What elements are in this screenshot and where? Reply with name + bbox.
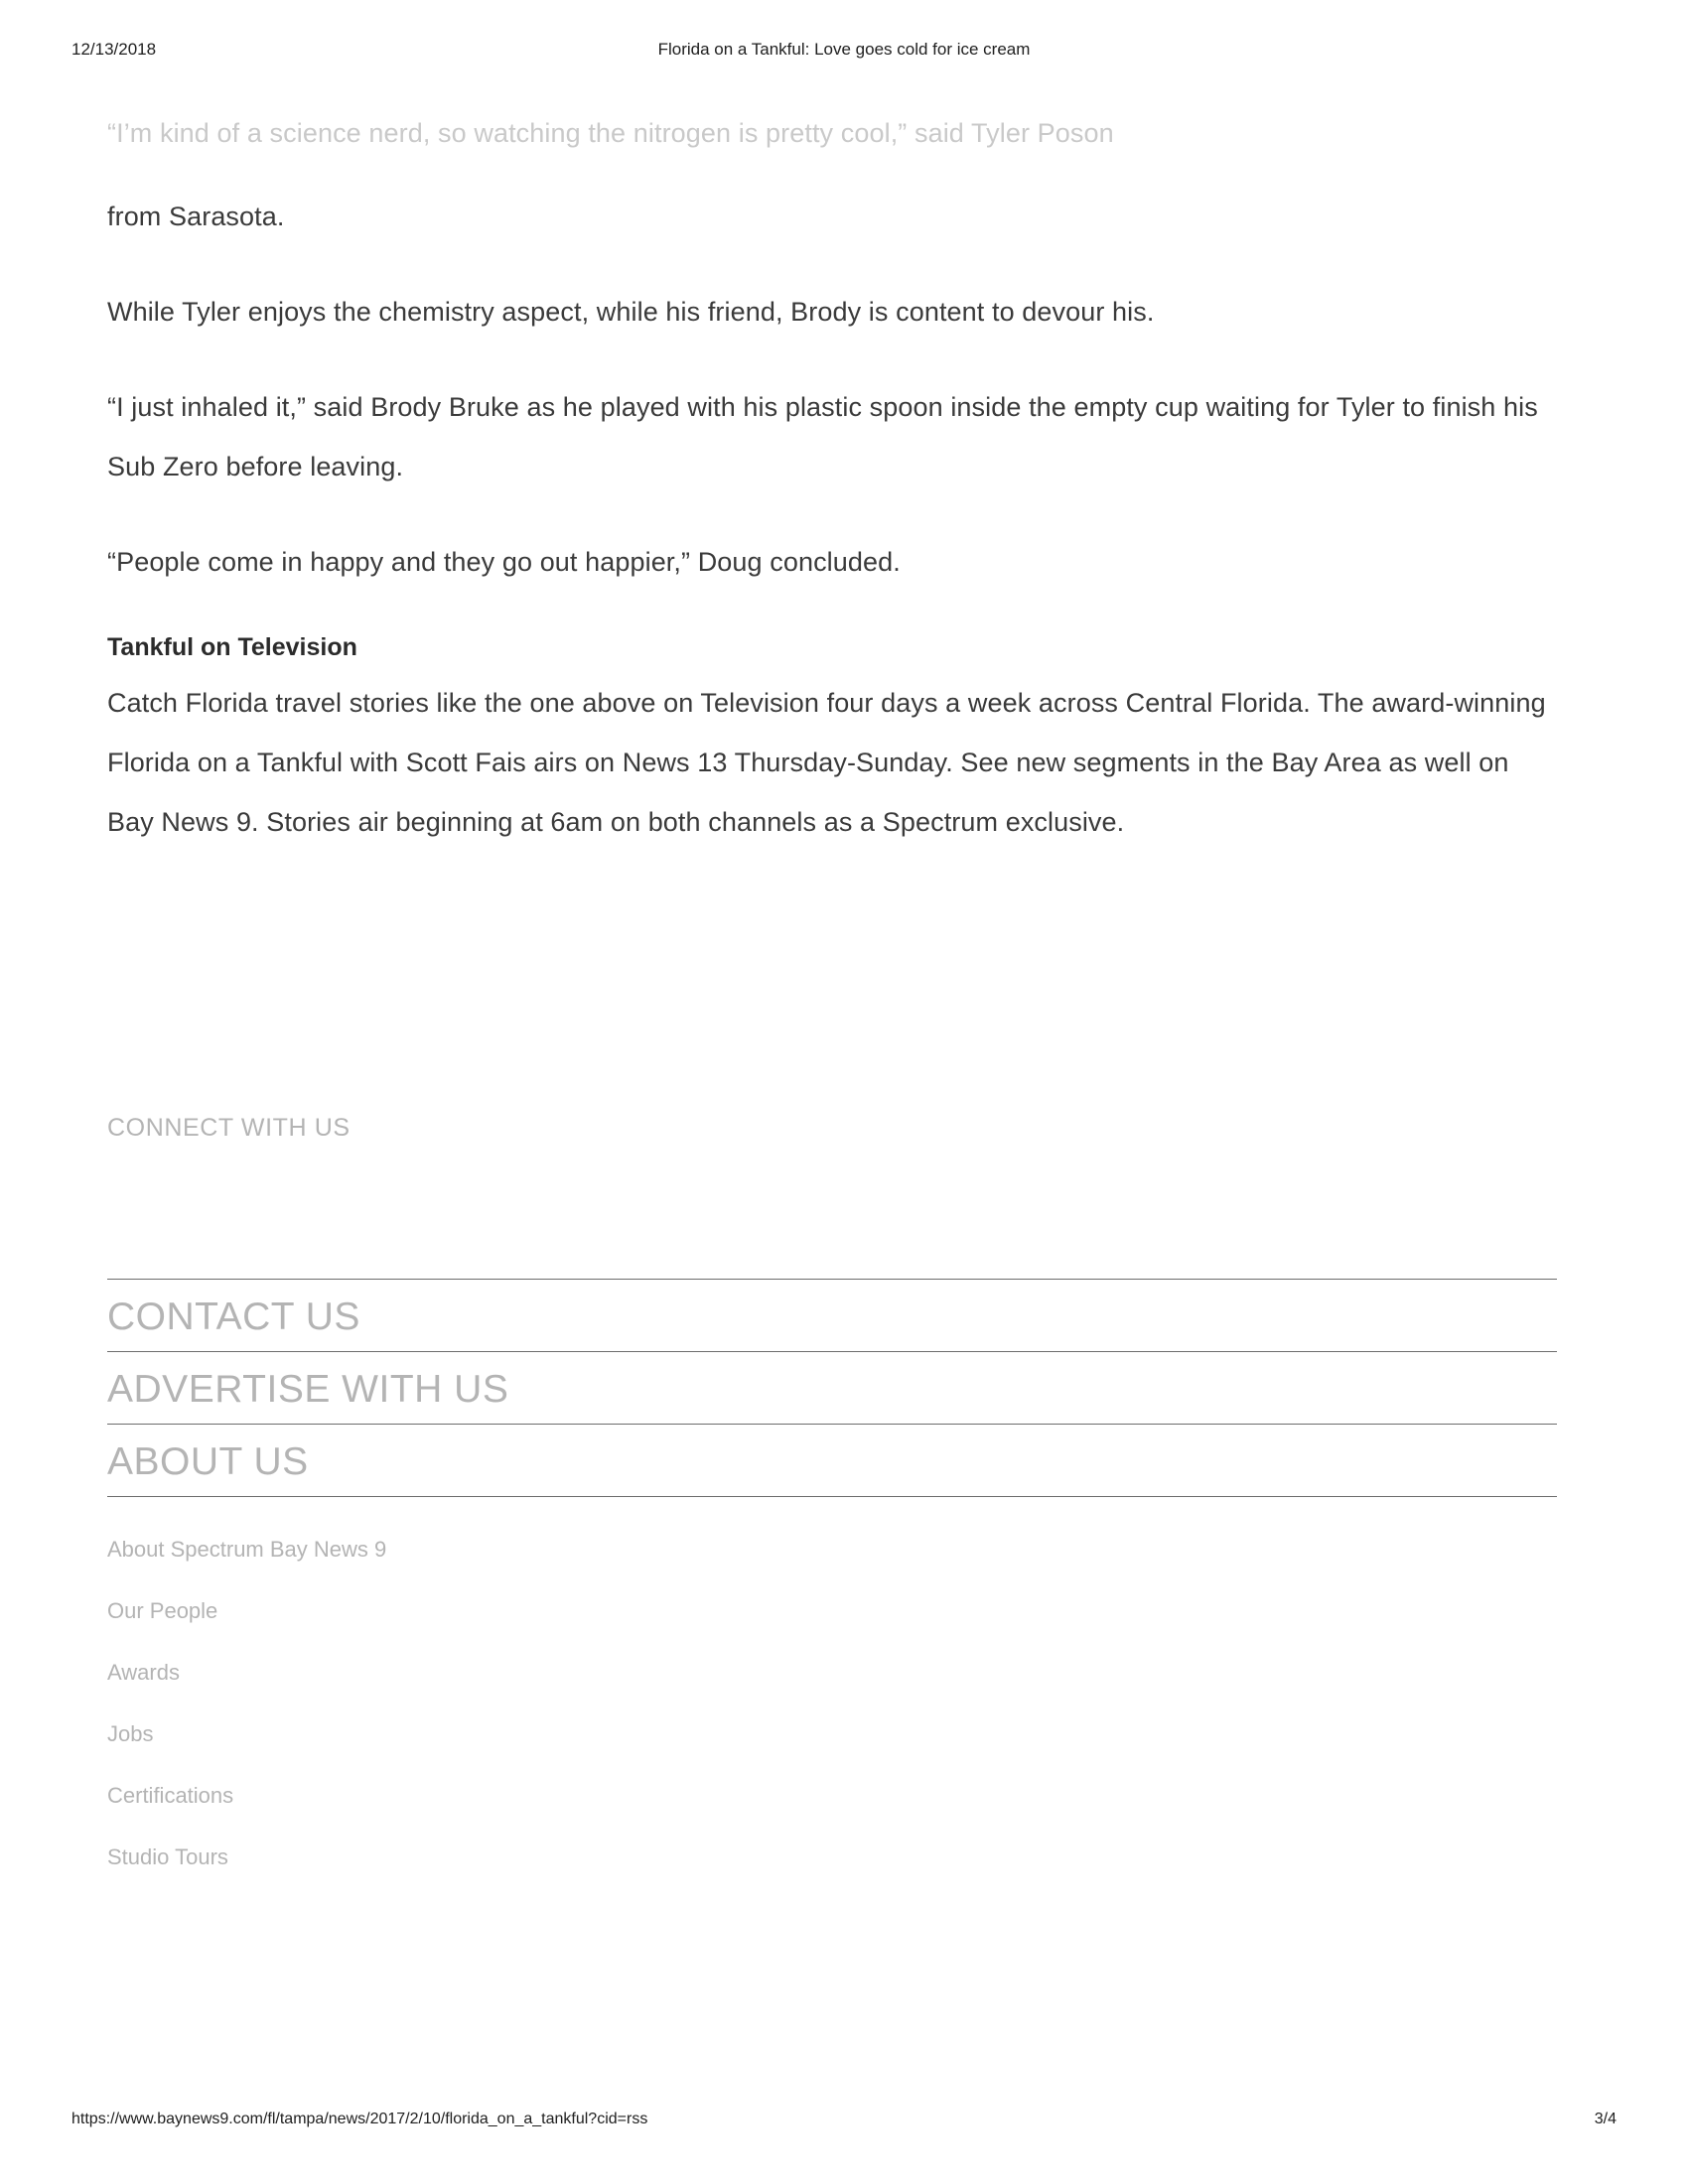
print-footer bbox=[0, 2111, 1688, 2132]
paragraph: Catch Florida travel stories like the one above on Television four days a week across Central Florida. The award-winning Florida on a Tankful with Scott Fais airs on News 13 Thursday-Sunday. See new segments in the Bay Area as well on Bay News 9. Stories air beginning at 6am on both channels as a Spectrum exclusive. bbox=[107, 688, 1546, 837]
link-awards[interactable]: Awards bbox=[107, 1660, 180, 1685]
print-document-title: Florida on a Tankful: Love goes cold for ice cream bbox=[657, 40, 1031, 59]
link-about-spectrum-bay-news-9[interactable]: About Spectrum Bay News 9 bbox=[107, 1537, 387, 1562]
section-heading: Tankful on Television bbox=[107, 633, 357, 661]
article-content bbox=[107, 103, 1557, 887]
footer-section-contact-us[interactable] bbox=[107, 1279, 1557, 1351]
link-jobs[interactable]: Jobs bbox=[107, 1721, 154, 1746]
footer-section-title[interactable]: ABOUT US bbox=[107, 1440, 309, 1483]
tankful-on-television-section bbox=[107, 627, 1557, 852]
footer-section-about-us[interactable] bbox=[107, 1424, 1557, 1497]
paragraph: “I just inhaled it,” said Brody Bruke as he played with his plastic spoon inside the empty cup waiting for Tyler to finish his Sub Zero before leaving. bbox=[107, 392, 1538, 481]
paragraph: “People come in happy and they go out happier,” Doug concluded. bbox=[107, 547, 901, 577]
quote-paragraph: “I’m kind of a science nerd, so watching the nitrogen is pretty cool,” said Tyler Poson bbox=[107, 118, 1114, 148]
connect-with-us-label: CONNECT WITH US bbox=[107, 1114, 351, 1142]
footer-section-advertise-with-us[interactable] bbox=[107, 1351, 1557, 1424]
page-number: 3/4 bbox=[1594, 2111, 1617, 2127]
link-our-people[interactable]: Our People bbox=[107, 1598, 218, 1623]
footer-section-title[interactable]: ADVERTISE WITH US bbox=[107, 1368, 509, 1411]
link-certifications[interactable]: Certifications bbox=[107, 1783, 234, 1808]
footer-section-title[interactable]: CONTACT US bbox=[107, 1296, 360, 1338]
about-us-links bbox=[107, 1497, 1557, 1888]
footer-link-sections bbox=[107, 1279, 1557, 1888]
link-studio-tours[interactable]: Studio Tours bbox=[107, 1844, 228, 1869]
print-header bbox=[0, 40, 1688, 62]
clipped-quote-line bbox=[107, 103, 1557, 187]
paragraph: While Tyler enjoys the chemistry aspect, while his friend, Brody is content to devour his. bbox=[107, 297, 1155, 327]
paragraph-continuation: from Sarasota. bbox=[107, 202, 285, 231]
print-date: 12/13/2018 bbox=[71, 40, 157, 59]
source-url: https://www.baynews9.com/fl/tampa/news/2017/2/10/florida_on_a_tankful?cid=rss bbox=[71, 2111, 648, 2127]
